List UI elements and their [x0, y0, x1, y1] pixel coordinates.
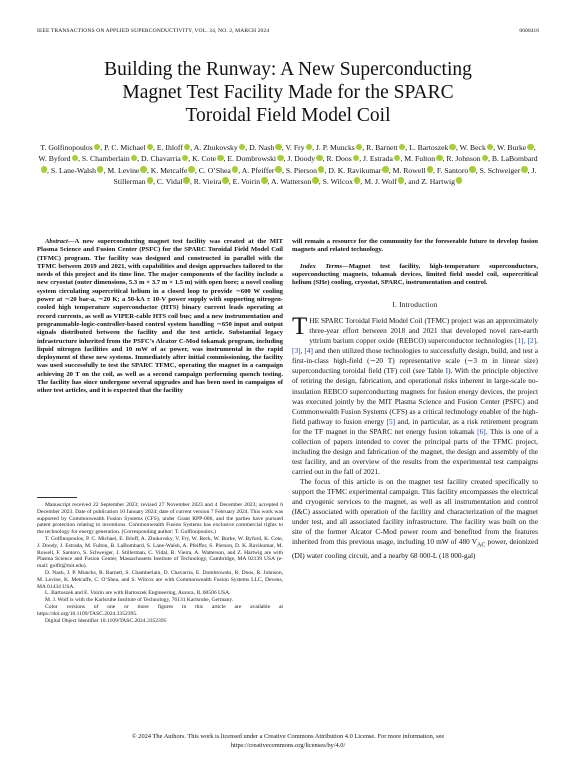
author-name: M. Levine — [107, 165, 140, 175]
license-text: © 2024 The Authors. This work is licensed under a Creative Commons Attribution 4.0 License. For more information, see — [131, 733, 445, 740]
orcid-icon[interactable] — [469, 166, 476, 173]
title-line: Toroidal Field Model Coil — [185, 105, 391, 126]
text-run: power, deionized (DI) water cooling circuit, and a nearby 68 000-L (18 000-gal) — [292, 537, 538, 560]
orcid-icon[interactable] — [131, 155, 138, 162]
orcid-icon[interactable] — [382, 166, 389, 173]
footnote-affiliation: T. Golfinopoulos, P. C. Michael, E. Ihloff, A. Zhukovsky, V. Fry, W. Beck, W. Burke, W. Byford, K. Cote, J. Doody, J. Estrada, M. Fulton, B. LaBombard, S. Lane-Walsh, A. Pfeiffer, S. Pierson, D. K. Ravikumar, M. Rowell, F. Santoro, S. Schweiger, J. Stillerman, C. Vidal, R. Vieira, A. Watterson, and Z. Hartwig are with Plasma Science and Fusion Center, Massachusetts Institute of Technology, Cambridge, MA 02139 USA (e-mail: golfit@mit.edu). — [37, 535, 283, 570]
orcid-icon[interactable] — [239, 144, 246, 151]
author-name: S. Wilcox — [322, 176, 353, 186]
intro-paragraph — [292, 477, 538, 561]
author-name: S. Schweiger — [479, 165, 521, 175]
orcid-icon[interactable] — [182, 155, 189, 162]
orcid-icon[interactable] — [354, 177, 361, 184]
author-name: W. Burke — [497, 143, 527, 152]
abstract — [37, 238, 283, 396]
orcid-icon[interactable] — [399, 144, 406, 151]
orcid-icon[interactable] — [184, 144, 191, 151]
orcid-icon[interactable] — [356, 144, 363, 151]
orcid-icon[interactable] — [456, 177, 463, 184]
author-name: F. Santoro — [436, 165, 469, 175]
footnote-manuscript: Manuscript received 22 September 2023; revised 27 November 2023 and 4 December 2023; accepted 6 December 2023. Date of publication 10 January 2024; date of current version 7 February 2024. This work was supported by Commonwealth Fusion Systems (CFS), under Grant RPP-006, and the parties have pursued patent protection relating to inventions. Commonwealth Fusion Systems has exclusive commercial rights to the technology for energy generation. (Corresponding author: T. Golfinopoulos.) — [37, 502, 283, 536]
right-column — [292, 238, 538, 561]
paper-title — [40, 58, 536, 127]
orcid-icon[interactable] — [41, 166, 48, 173]
author-name: D. Chavarria — [141, 154, 181, 164]
orcid-icon[interactable] — [394, 155, 401, 162]
citation-link[interactable]: [5] — [386, 416, 396, 426]
orcid-icon[interactable] — [312, 177, 319, 184]
license-url[interactable]: https://creativecommons.org/licenses/by/4.0/ — [230, 741, 346, 749]
abstract-label: Abstract— — [45, 238, 75, 245]
text-run: HE SPARC Toroidal Field Model Coil (TFMC) project was an approximately three-year effort between 2018 and 2021 that developed novel rare-earth yttrium barium copper oxide (REBCO) superconductor technologies — [309, 316, 538, 346]
author-name: T. Golfinopoulos — [40, 143, 93, 152]
footnote-doi: Digital Object Identifier 10.1109/TASC.2024.3352395 — [45, 617, 167, 624]
author-name: S. Lane-Walsh — [50, 165, 96, 175]
orcid-icon[interactable] — [449, 144, 456, 151]
author-name: C. Vidal — [156, 176, 183, 186]
orcid-icon[interactable] — [222, 177, 229, 184]
orcid-icon[interactable] — [261, 177, 268, 184]
orcid-icon[interactable] — [97, 166, 104, 173]
footnotes — [37, 502, 283, 624]
author-name: E. Voirin — [232, 176, 261, 186]
subscript: AC — [477, 542, 486, 549]
author-name: E. Dombrowski — [227, 154, 277, 164]
author-name: M. Rowell — [392, 165, 426, 175]
orcid-icon[interactable] — [436, 155, 443, 162]
author-name: C. O’Shea — [198, 165, 231, 175]
orcid-icon[interactable] — [482, 155, 489, 162]
citation-link[interactable]: [1], [2], [3], [4] — [292, 336, 538, 356]
article-number: 0600416 — [519, 28, 539, 34]
orcid-icon[interactable] — [521, 166, 528, 173]
author-name: A. Watterson — [271, 176, 312, 186]
author-name: L. Bartoszek — [409, 143, 449, 152]
index-terms-label: Index Terms— — [300, 262, 349, 270]
orcid-icon[interactable] — [140, 166, 147, 173]
text-run: and, in particular, as a risk retirement program for the TF magnet in the SPARC net energy fusion tokamak — [292, 416, 539, 436]
orcid-icon[interactable] — [188, 166, 195, 173]
footnote-affiliation: D. Nash, J. P. Muncks, R. Barnett, S. Chamberlain, D. Chavarria, E. Dombrowski, R. Doos, R. Johnson, M. Levine, K. Metcalfe, C. O’Shea, and S. Wilcox are with Commonwealth Fusion Systems LLC, Devens, MA 01434 USA. — [37, 569, 283, 590]
footnote-rule — [37, 497, 77, 498]
author-name: S. Chamberlain — [81, 154, 130, 164]
text-run: . This is one of a collection of papers intended to cover the principal parts of the TFMC project, including the design and fabrication of the magnet, the design and assembly of the test facility, and an overview of the results from the experimental test campaigns carried out in the fall of 2021. — [292, 426, 538, 476]
running-header: IEEE TRANSACTIONS ON APPLIED SUPERCONDUCTIVITY, VOL. 34, NO. 2, MARCH 2024 — [37, 28, 270, 34]
orcid-icon[interactable] — [316, 155, 323, 162]
orcid-icon[interactable] — [275, 144, 282, 151]
author-name: A. Pfeiffer — [241, 165, 275, 175]
author-name: P. C. Michael — [104, 143, 146, 152]
orcid-icon[interactable] — [306, 144, 313, 151]
orcid-icon[interactable] — [398, 177, 405, 184]
author-name: J. Estrada — [363, 154, 393, 164]
author-name: M. Fulton — [404, 154, 436, 164]
orcid-icon[interactable] — [147, 177, 154, 184]
abstract-text: A new superconducting magnet test facility was created at the MIT Plasma Science and Fusion Center (PSFC) for the SPARC Toroidal Field Model Coil (TFMC) program. The facility was designed and constructed in parallel with the TFMC between 2019 and 2021, with capabilities and design approaches tailored to the needs of this project and its time line. The major components of the facility include a new cryostat (outer dimensions, 5.3 m × 3.7 m × 1.5 m) with open bore; a novel cooling system circulating supercritical helium in a closed loop to provide ∼600 W cooling power at ∼20 bar-a, ∼20 K; a 50-kA ± 10-V power supply with supporting nitrogen-cooled high temperature superconductor (HTS) binary current leads operating at record currents, as well as VIPER-cable HTS coil bus; and a new instrumentation and programmable-logic-controller-based control system handling ∼650 input and output signals distributed between the facility and the test article. Substantial legacy infrastructure inherited from the PSFC’s Alcator C-Mod tokamak program, including liquid nitrogen facilities and 10 mW of ac power, was instrumental in the rapid deployment of these new systems. Immediately after initial commissioning, the facility was used successfully to test the SPARC TFMC, operating the magnet in a campaign achieving 20 T on the coil, as well as a second campaign performing quench testing. The facility has since undergone several upgrades and has been used in campaigns of other test articles, and it is expected that the facility — [37, 238, 283, 395]
orcid-icon[interactable] — [353, 155, 360, 162]
author-name: V. Fry — [285, 143, 305, 152]
author-name: D. K. Ravikumar — [328, 165, 382, 175]
author-name: and Z. Hartwig — [408, 176, 455, 186]
orcid-icon[interactable] — [487, 144, 494, 151]
text-run: and then utilized those technologies to successfully design, build, and test a first-in-class high-field (∼20 T) representative scale (∼3 m in linear size) superconducting toroidal field (TF) coil (see Table — [292, 346, 538, 376]
orcid-icon[interactable] — [277, 155, 284, 162]
author-name: K. Metcalfe — [150, 165, 188, 175]
title-line: Magnet Test Facility Made for the SPARC — [122, 82, 454, 103]
author-name: R. Johnson — [446, 154, 481, 164]
text-run: The focus of this article is on the magnet test facility created specifically to support the TFMC experimental campaign. This facility encompasses the electrical and cryogenic services to the magnet, as well as all instrumentation and control (I&C) associated with operation of the facility and characterization of the magnet under test, and all associated facility infrastructure. The facility was built on the site of the former Alcator C-Mod power room and benefited from the features inherited from this previous usage, including 10 mW of 480 V — [292, 476, 538, 547]
author-name: R. Doos — [326, 154, 352, 164]
orcid-icon[interactable] — [275, 166, 282, 173]
author-name: R. Barnett — [366, 143, 398, 152]
orcid-icon[interactable] — [217, 155, 224, 162]
author-list: T. Golfinopoulos , P. C. Michael , E. Ihloff , A. Zhukovsky , D. Nash , V. Fry , J. P. Muncks , R. Barnett , L. Bartoszek , W. Beck , W. Burke , W. Byford , S. Chamberlain , D. Chavarria , K. Cote , E. Dombrowski , J. Doody , R. Doos , J. Estrada , M. Fulton , R. Johnson , B. LaBombard, S. Lane-Walsh , M. Levine , K. Metcalfe , C. O’Shea , A. Pfeiffer , S. Pierson , D. K. Ravikumar , M. Rowell , F. Santoro , S. Schweiger , J. Stillerman , C. Vidal , R. Vieira , E. Voirin , A. Watterson , S. Wilcox , M. J. Wolf , and Z. Hartwig — [38, 143, 538, 186]
author-name: E. Ihloff — [156, 143, 183, 152]
orcid-icon[interactable] — [94, 144, 101, 151]
orcid-icon[interactable] — [72, 155, 79, 162]
orcid-icon[interactable] — [527, 144, 534, 151]
author-name: B. LaBombard — [491, 154, 538, 164]
orcid-icon[interactable] — [427, 166, 434, 173]
index-terms — [292, 263, 538, 288]
text-run: ). With the principle objective of retiring the design, fabrication, and operational risks inherent in large-scale no-insulation REBCO superconducting magnets for fusion energy devices, the project was executed jointly by the MIT Plasma Science and Fusion Center (PSFC) and Commonwealth Fusion Systems (CFS) as a critical technology enabler of the high-field pathway to fusion energy — [292, 366, 538, 426]
author-name: D. Nash — [249, 143, 275, 152]
orcid-icon[interactable] — [147, 144, 154, 151]
author-name: J. Doody — [287, 154, 316, 164]
intro-paragraph — [292, 313, 539, 477]
author-name: J. P. Muncks — [315, 143, 355, 152]
section-heading: I. Introduction — [392, 300, 438, 310]
author-name: A. Zhukovsky — [193, 143, 238, 152]
author-name: W. Byford — [38, 154, 71, 164]
citation-link[interactable]: [6] — [477, 426, 486, 436]
orcid-icon[interactable] — [183, 177, 190, 184]
footnote-affiliation: M. J. Wolf is with the Karlsruhe Institute of Technology, 76131 Karlsruhe, Germany. — [45, 597, 234, 604]
footnote-affiliation: L. Bartoszek and E. Voirin are with Bartoszek Engineering, Aurora, IL 60506 USA. — [45, 590, 231, 597]
author-name: S. Pierson — [285, 165, 317, 175]
author-name: R. Vieira — [193, 176, 222, 186]
author-name: K. Cote — [192, 154, 217, 164]
license-footer — [37, 733, 539, 750]
index-terms-text: Magnet test facility, high-temperature superconductors, superconducting magnets, tokamak devices, limited field model coil, supercritical helium (SHe) cooling, cryostat, SPARC, instrumentation and control. — [292, 262, 538, 287]
orcid-icon[interactable] — [232, 166, 239, 173]
footnote-color: Color versions of one or more figures in this article are available at https://doi.org/10.1109/TASC.2024.3352395. — [37, 603, 283, 617]
title-line: Building the Runway: A New Superconducting — [104, 59, 472, 80]
drop-cap: T — [292, 313, 308, 341]
table-link[interactable]: I — [445, 366, 449, 376]
left-column — [37, 238, 283, 396]
author-name: M. J. Wolf — [364, 176, 397, 186]
orcid-icon[interactable] — [318, 166, 325, 173]
author-name: J. Stillerman — [113, 165, 537, 186]
author-name: W. Beck — [459, 143, 486, 152]
abstract-continuation: will remain a resource for the community for the foreseeable future to develop fusion magnets and related technology. — [292, 238, 538, 254]
